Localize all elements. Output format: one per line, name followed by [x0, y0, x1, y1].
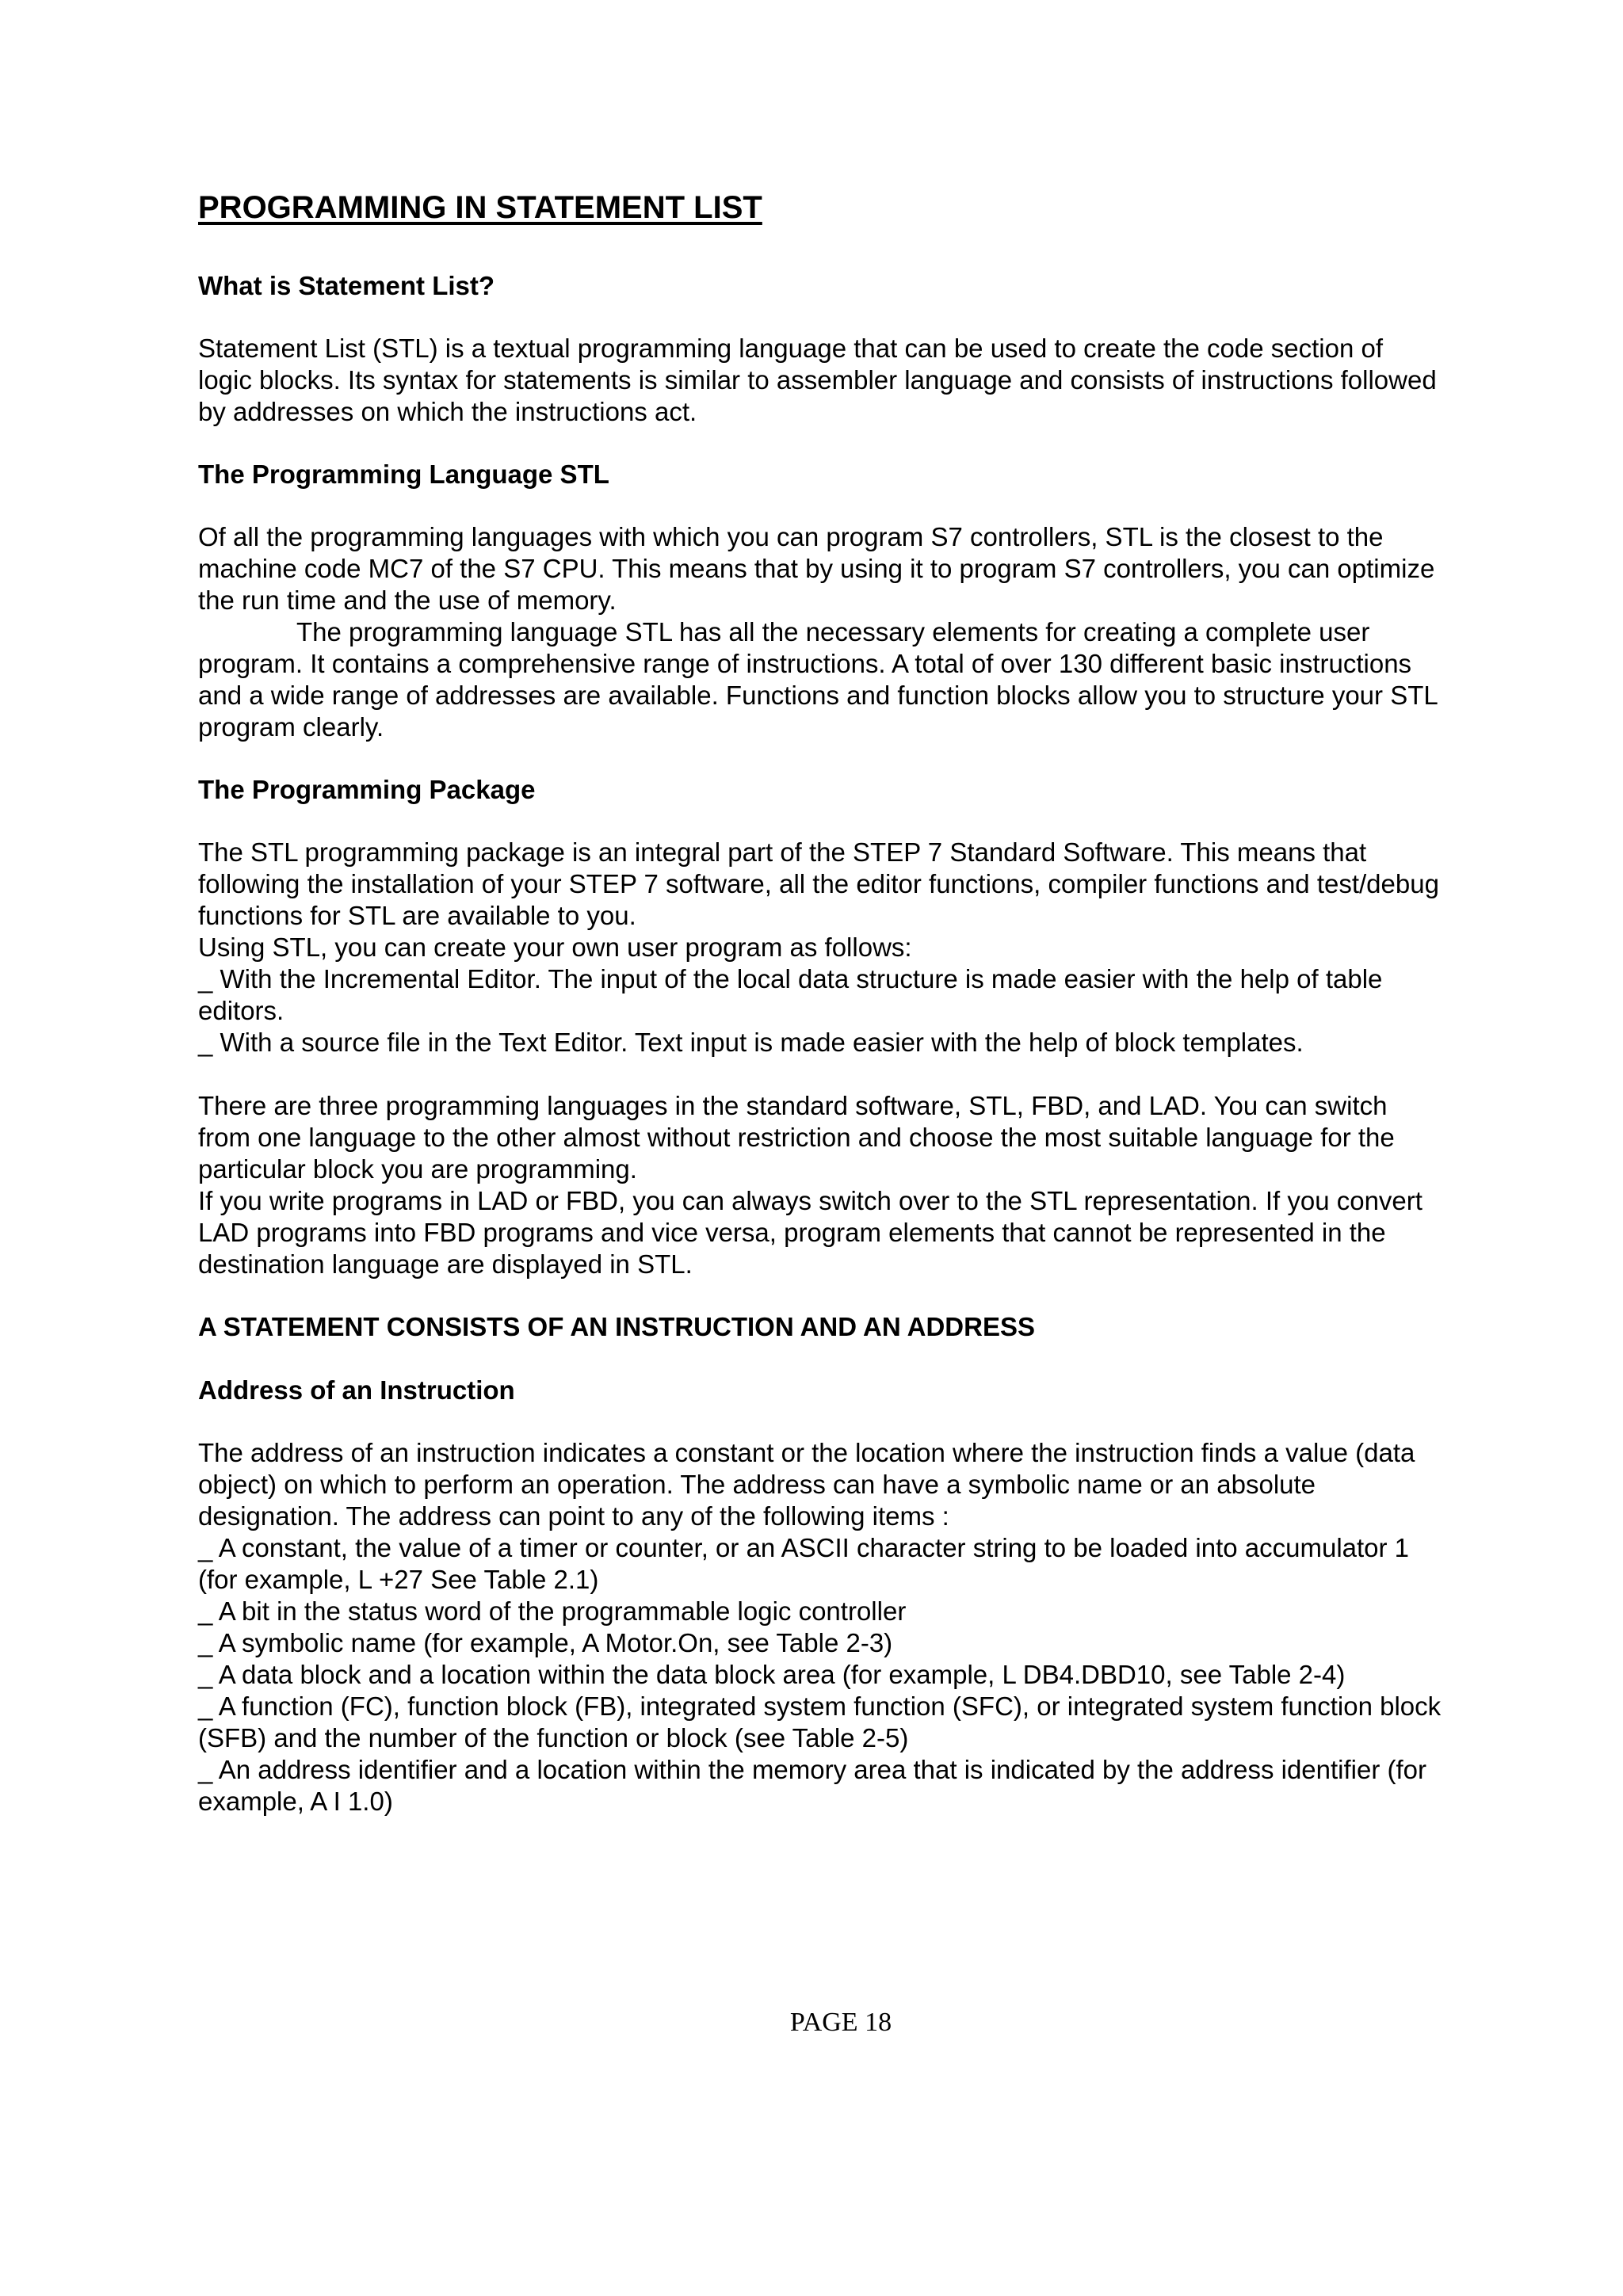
heading-programming-package: The Programming Package: [198, 775, 536, 804]
paragraph-address: The address of an instruction indicates a constant or the location where the instruction finds a value (data object) on which to perform an operation. The address can have a symbolic name or an absolute designation. The address can point to any of the following items :: [198, 1438, 1415, 1531]
paragraph-language-stl-1: Of all the programming languages with which you can program S7 controllers, STL is the closest to the machine code MC7 of the S7 CPU. This means that by using it to program S7 controllers, you can optimize the run time and the use of memory.: [198, 522, 1435, 615]
page-title: PROGRAMMING IN STATEMENT LIST: [198, 190, 762, 225]
paragraph-language-stl-2: The programming language STL has all the necessary elements for creating a complete user program. It contains a comprehensive range of instructions. A total of over 130 different basic instructions and a wide range of addresses are available. Functions and function blocks allow you to structure your STL program clearly.: [198, 617, 1438, 742]
list-item: _ A data block and a location within the data block area (for example, L DB4.DBD10, see Table 2-4): [198, 1660, 1346, 1689]
list-item: _ A function (FC), function block (FB), integrated system function (SFC), or integrated system function block (SFB) and the number of the function or block (see Table 2-5): [198, 1691, 1442, 1753]
list-item: _ An address identifier and a location within the memory area that is indicated by the address identifier (for example, A I 1.0): [198, 1755, 1427, 1816]
paragraph-package-4: If you write programs in LAD or FBD, you can always switch over to the STL representation. If you convert LAD programs into FBD programs and vice versa, program elements that cannot be represented in the destination language are displayed in STL.: [198, 1186, 1423, 1279]
list-item: _ A symbolic name (for example, A Motor.On, see Table 2-3): [198, 1628, 893, 1657]
heading-what-is-stl: What is Statement List?: [198, 271, 495, 300]
list-item: _ A constant, the value of a timer or counter, or an ASCII character string to be loaded into accumulator 1 (for example, L +27 See Table 2.1): [198, 1533, 1410, 1594]
paragraph-package-2: Using STL, you can create your own user program as follows:: [198, 933, 912, 962]
heading-address: Address of an Instruction: [198, 1375, 515, 1405]
paragraph-package-1: The STL programming package is an integral part of the STEP 7 Standard Software. This means that following the installation of your STEP 7 software, all the editor functions, compiler functions and test/debug functions for STL are available to you.: [198, 837, 1439, 930]
heading-statement: A STATEMENT CONSISTS OF AN INSTRUCTION AND AN ADDRESS: [198, 1312, 1035, 1341]
heading-language-stl: The Programming Language STL: [198, 460, 609, 489]
list-item: _ With the Incremental Editor. The input of the local data structure is made easier with the help of table editors.: [198, 964, 1383, 1025]
list-item: _ With a source file in the Text Editor. Text input is made easier with the help of block templates.: [198, 1028, 1304, 1057]
list-item: _ A bit in the status word of the programmable logic controller: [198, 1596, 907, 1626]
document-page: [198, 184, 1442, 1817]
paragraph-what-is-stl: Statement List (STL) is a textual programming language that can be used to create the code section of logic blocks. Its syntax for statements is similar to assembler language and consists of instructions followed by addresses on which the instructions act.: [198, 334, 1437, 426]
paragraph-package-3: There are three programming languages in the standard software, STL, FBD, and LAD. You can switch from one language to the other almost without restriction and choose the most suitable language for the particular block you are programming.: [198, 1091, 1395, 1184]
page-number: PAGE 18: [789, 2008, 892, 2037]
